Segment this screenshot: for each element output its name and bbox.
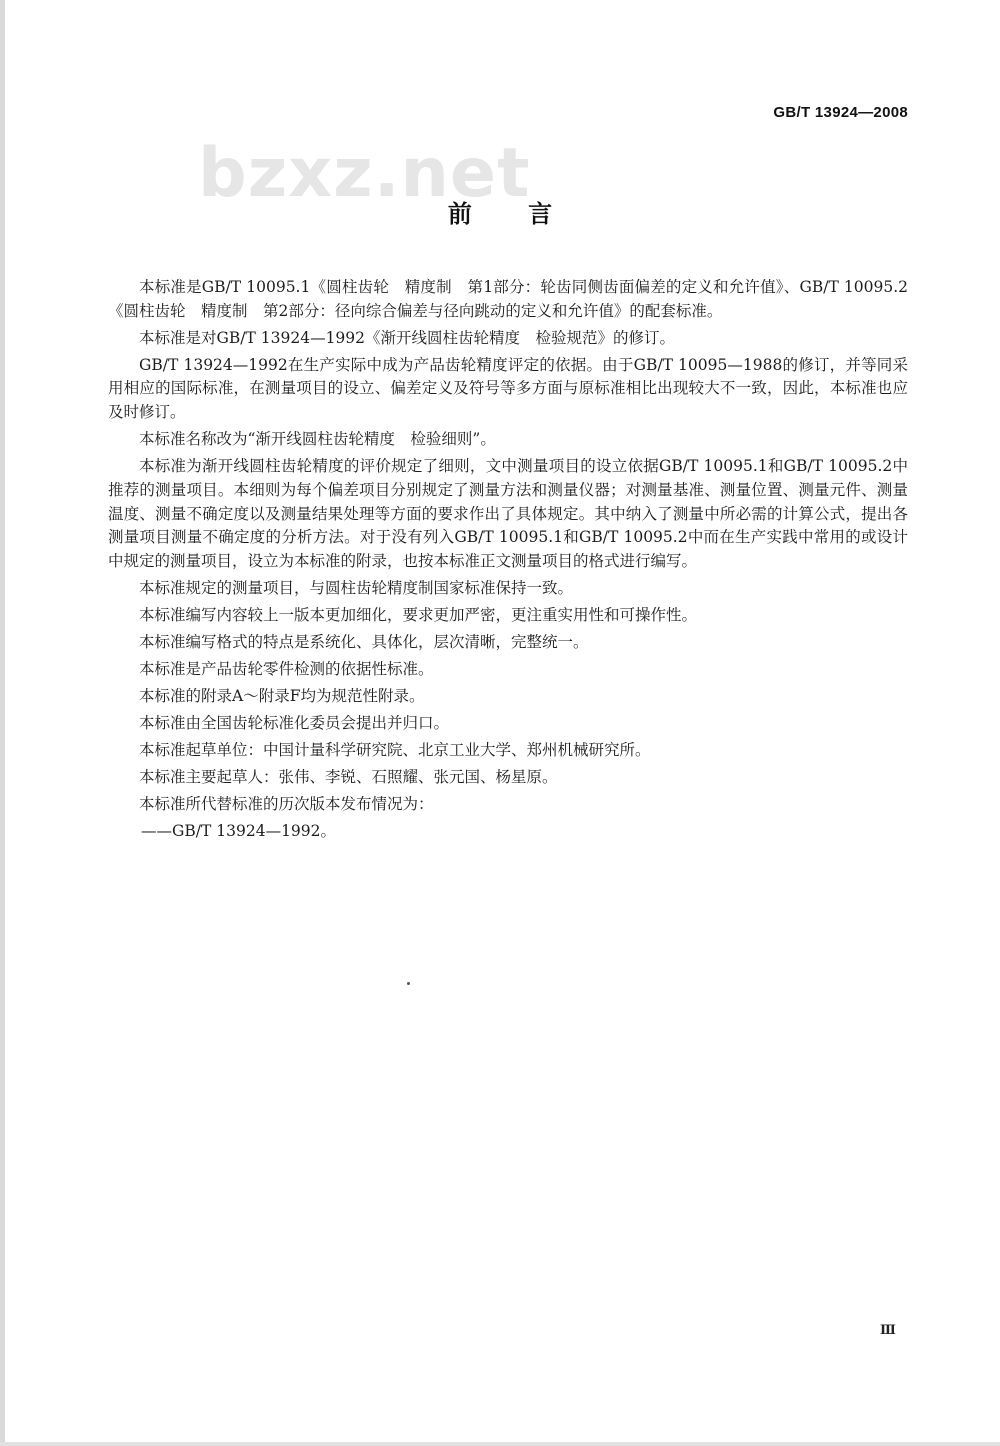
paragraph-8: 本标准编写格式的特点是系统化、具体化，层次清晰，完整统一。 — [139, 632, 589, 651]
paragraph-9: 本标准是产品齿轮零件检测的依据性标准。 — [139, 659, 434, 678]
paragraph-1: 本标准是GB/T 10095.1《圆柱齿轮 精度制 第1部分：轮齿同侧齿面偏差的定义和允许值》、GB/T 10095.2《圆柱齿轮 精度制 第2部分：径向综合偏差与径向跳动的定义和允许值》的配套标准。 — [108, 278, 908, 320]
paragraph-4: 本标准名称改为“渐开线圆柱齿轮精度 检验细则”。 — [139, 430, 496, 449]
paragraph-12: 本标准起草单位：中国计量科学研究院、北京工业大学、郑州机械研究所。 — [139, 740, 651, 759]
watermark: bzxz.net — [198, 134, 531, 213]
paragraph-7: 本标准编写内容较上一版本更加细化，要求更加严密，更注重实用性和可操作性。 — [139, 605, 698, 624]
foreword-body — [108, 276, 908, 847]
superseded-version: ——GB/T 13924—1992。 — [141, 821, 337, 840]
standard-code: GB/T 13924—2008 — [773, 104, 908, 121]
paragraph-14: 本标准所代替标准的历次版本发布情况为： — [139, 794, 434, 813]
paragraph-13: 本标准主要起草人：张伟、李锐、石照耀、张元国、杨星原。 — [139, 767, 558, 786]
paragraph-10: 本标准的附录A～附录F均为规范性附录。 — [139, 686, 425, 705]
paragraph-3: GB/T 13924—1992在生产实际中成为产品齿轮精度评定的依据。由于GB/T 10095—1988的修订，并等同采用相应的国际标准，在测量项目的设立、偏差定义及符号等多方面与原标准相比出现较大不一致，因此，本标准也应及时修订。 — [108, 355, 908, 422]
paragraph-2: 本标准是对GB/T 13924—1992《渐开线圆柱齿轮精度 检验规范》的修订。 — [139, 328, 676, 347]
page-title: 前 言 — [447, 200, 577, 228]
page-number: Ⅲ — [880, 1323, 896, 1338]
paragraph-6: 本标准规定的测量项目，与圆柱齿轮精度制国家标准保持一致。 — [139, 578, 574, 597]
paragraph-11: 本标准由全国齿轮标准化委员会提出并归口。 — [139, 713, 450, 732]
scan-edge-bottom — [0, 1442, 1000, 1446]
scan-speck — [407, 982, 410, 985]
paragraph-5: 本标准为渐开线圆柱齿轮精度的评价规定了细则，文中测量项目的设立依据GB/T 10095.1和GB/T 10095.2中推荐的测量项目。本细则为每个偏差项目分别规定了测量方法和测量仪器；对测量基准、测量位置、测量元件、测量温度、测量不确定度以及测量结果处理等方面的要求作出了具体规定。其中纳入了测量中所必需的计算公式，提出各测量项目测量不确定度的分析方法。对于没有列入GB/T 10095.1和GB/T 10095.2中而在生产实践中常用的或设计中规定的测量项目，设立为本标准的附录，也按本标准正文测量项目的格式进行编写。 — [108, 457, 908, 570]
